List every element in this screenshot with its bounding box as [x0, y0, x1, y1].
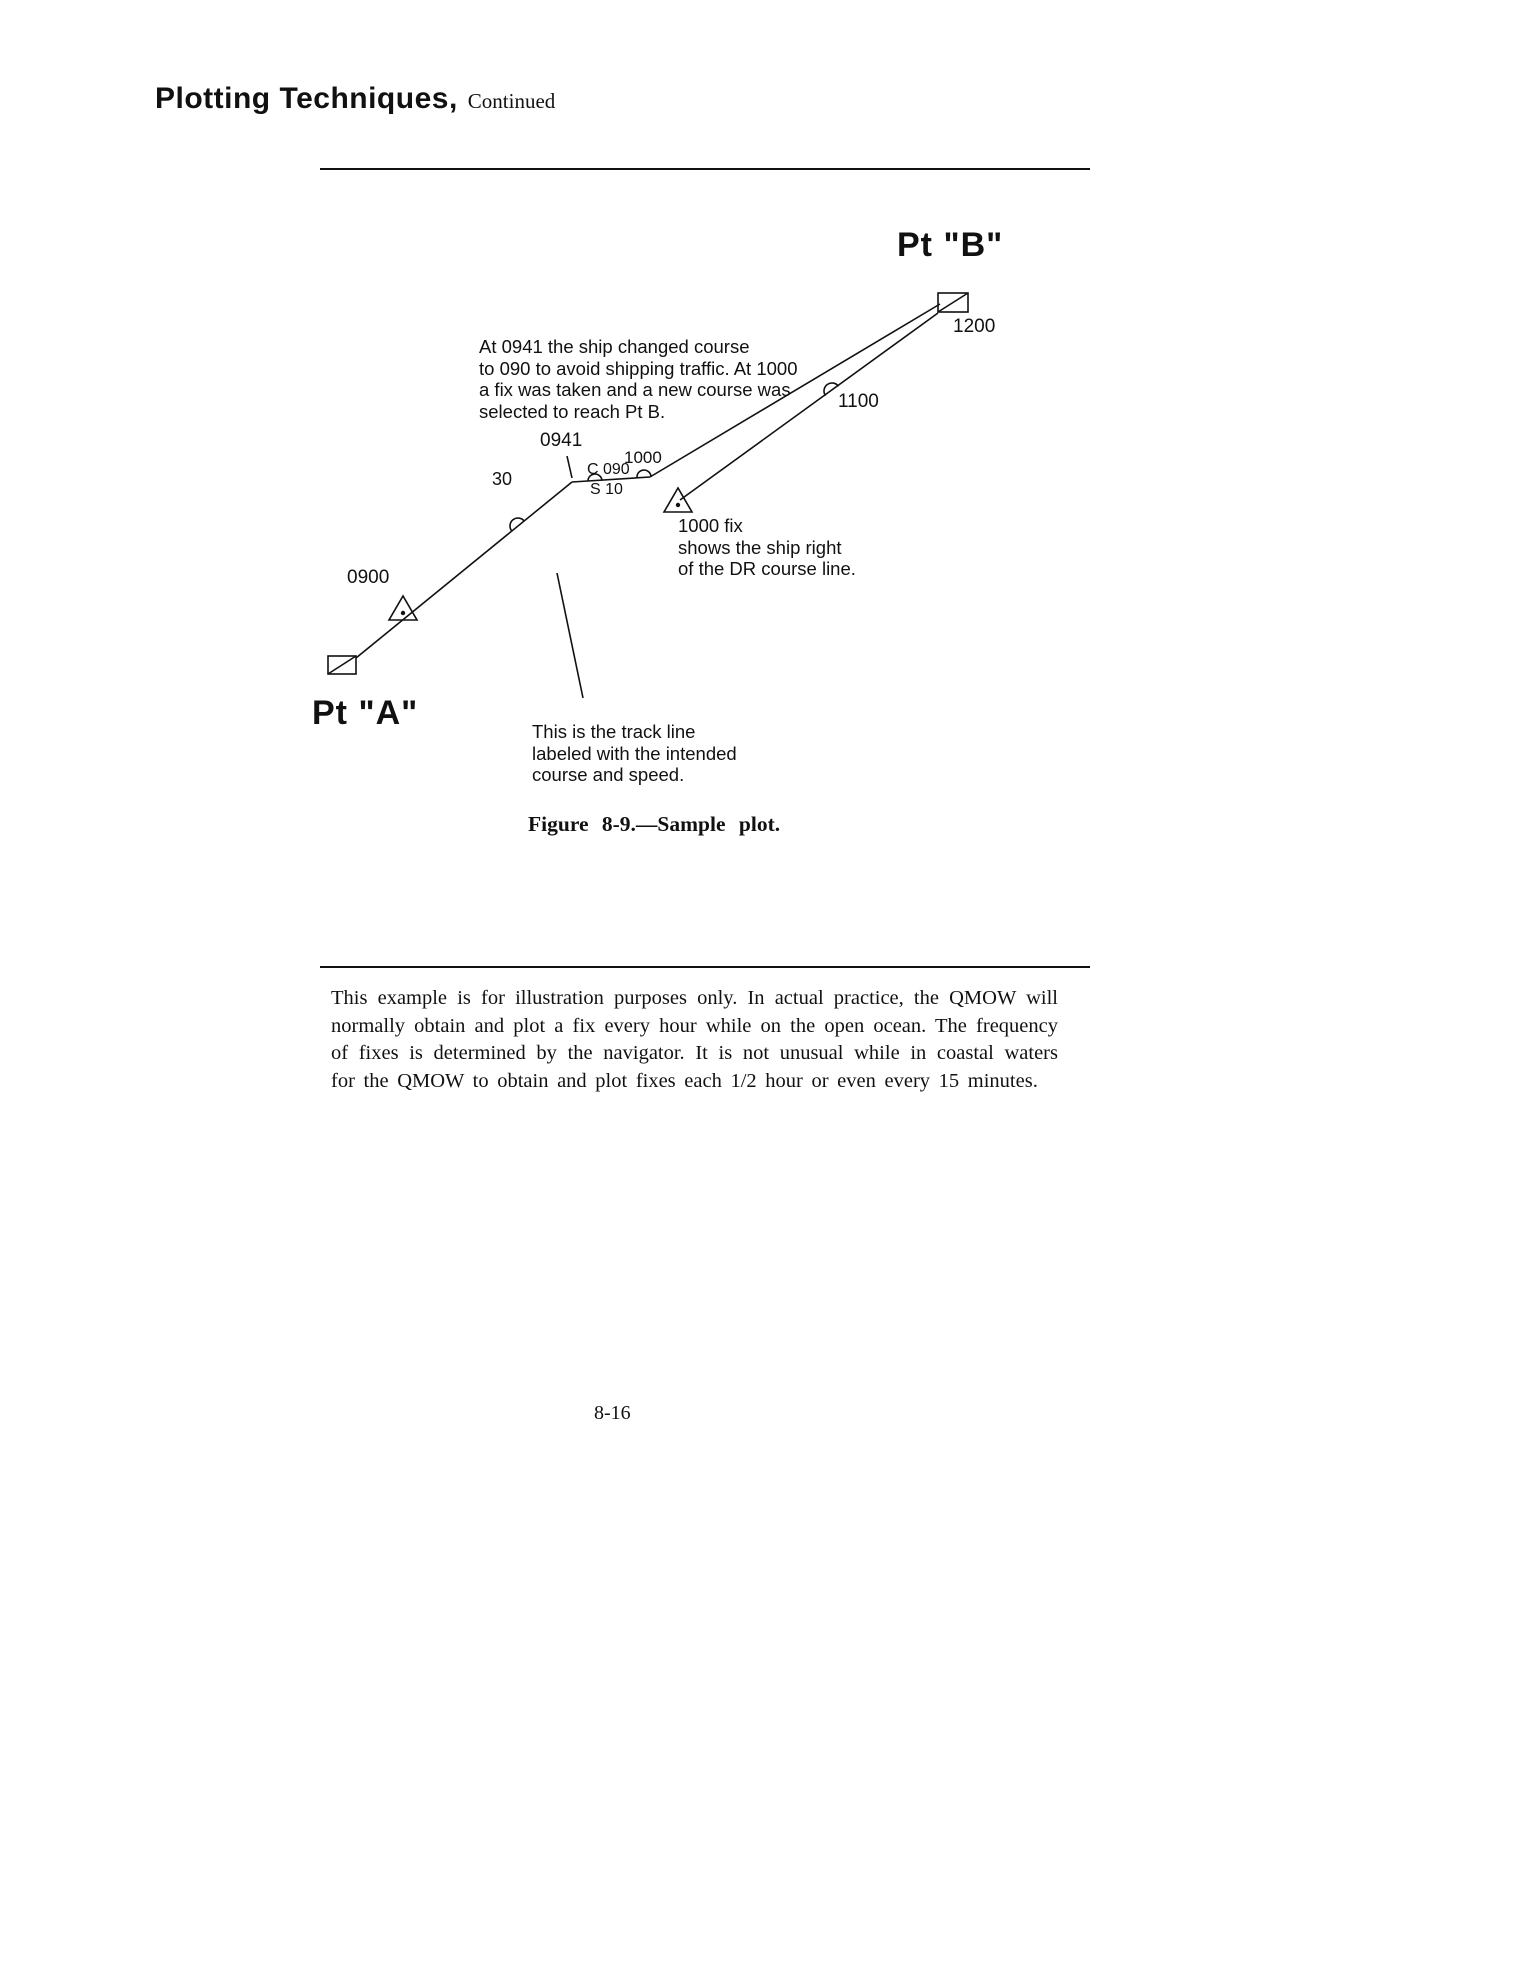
- horizontal-rule-bottom: [320, 966, 1090, 968]
- label-time-1200: 1200: [953, 316, 996, 337]
- page-number: 8-16: [594, 1402, 631, 1424]
- pt-b-position-symbol: [938, 293, 968, 312]
- annotation-course-change: [479, 336, 798, 422]
- annotation-1000-fix: [678, 515, 856, 580]
- annotation-track-line: [532, 721, 737, 786]
- label-time-1000: 1000: [624, 448, 662, 467]
- label-pt-b: Pt "B": [897, 226, 1004, 264]
- page-title: Plotting Techniques,: [155, 82, 458, 115]
- annotation-line: of the DR course line.: [678, 558, 856, 579]
- figure-caption: Figure 8-9.—Sample plot.: [528, 812, 781, 836]
- annotation-line: At 0941 the ship changed course: [479, 336, 750, 357]
- label-time-0900: 0900: [347, 567, 390, 588]
- fix-triangle-1000: [664, 488, 692, 512]
- annotation-line: This is the track line: [532, 721, 696, 742]
- annotation-line: selected to reach Pt B.: [479, 400, 666, 422]
- page-header: [155, 82, 555, 116]
- label-course-090: C 090: [587, 461, 630, 478]
- body-paragraph: This example is for illustration purposes only. In actual practice, the QMOW will normally obtain and plot a fix every hour while on the open ocean. The frequency of fixes is determined by the navigator. It is not unusual while in coastal waters for the QMOW to obtain and plot fixes each 1/2 hour or even every 15 minutes.: [331, 987, 1058, 1092]
- horizontal-rule-top: [320, 168, 1090, 170]
- fix-triangle-0900: [389, 596, 417, 620]
- annotation-line: labeled with the intended: [532, 742, 737, 764]
- annotation-line: 1000 fix: [678, 515, 743, 536]
- annotation-line: shows the ship right: [678, 536, 842, 558]
- annotation-line: to 090 to avoid shipping traffic. At 1000: [479, 357, 798, 379]
- track-note-pointer-line: [557, 573, 583, 698]
- pt-a-position-symbol: [328, 656, 356, 674]
- page-title-suffix: Continued: [467, 89, 556, 113]
- label-time-0941: 0941: [540, 430, 583, 451]
- time-tick-0941: [567, 456, 572, 478]
- label-time-30: 30: [492, 469, 513, 489]
- label-time-1100: 1100: [838, 391, 879, 412]
- annotation-line: course and speed.: [532, 764, 685, 785]
- label-pt-a: Pt "A": [312, 694, 419, 732]
- annotation-line: a fix was taken and a new course was: [479, 379, 791, 400]
- label-speed-10: S 10: [590, 481, 623, 498]
